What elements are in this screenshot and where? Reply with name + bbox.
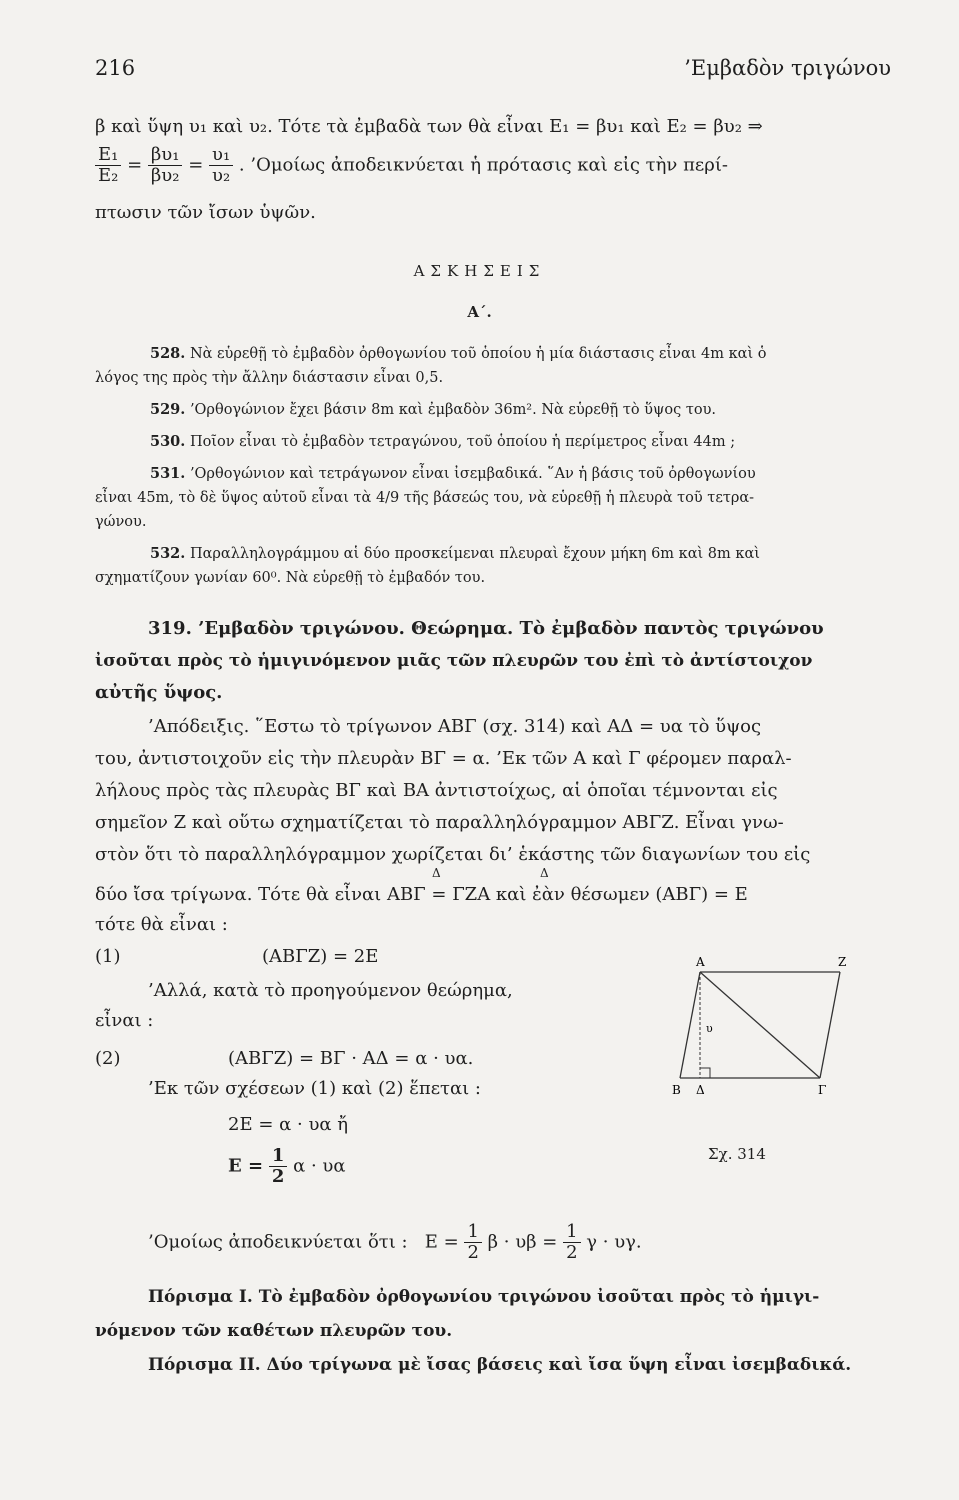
fraction-u1-u2: $\frac{\text{υ₁}}{\text{υ₂}}$: [209, 145, 233, 186]
corollary-1-line-1: Πόρισμα Ι. Τὸ ἐμβαδὸν ὀρθογωνίου τριγώνου ἰσοῦται πρὸς τὸ ἡμιγι-: [148, 1287, 820, 1307]
eq4: Ε = $\frac{1}{2}$ α · υα: [228, 1145, 346, 1187]
label-g: Γ: [818, 1083, 827, 1097]
proof-line-3: λήλους πρὸς τὰς πλευρὰς ΒΓ καὶ ΒΑ ἀντιστοίχως, αἱ ὁποῖαι τέμνονται εἰς: [95, 780, 778, 801]
proof-line-2: του, ἀντιστοιχοῦν εἰς τὴν πλευρὰν ΒΓ = α. ’Εκ τῶν Α καὶ Γ φέρομεν παραλ-: [95, 748, 792, 769]
proof-line-1: ’Απόδειξις. ῞Εστω τὸ τρίγωνον ΑΒΓ (σχ. 314) καὶ ΑΔ = υα τὸ ὕψος: [148, 716, 762, 737]
label-a: Α: [696, 955, 705, 969]
label-b: Β: [672, 1083, 681, 1097]
exercise-532-cont: σχηματίζουν γωνίαν 60⁰. Νὰ εὑρεθῇ τὸ ἐμβαδόν του.: [95, 570, 486, 586]
label-d: Δ: [696, 1083, 705, 1097]
eq2: (ΑΒΓΖ) = ΒΓ · ΑΔ = α · υα.: [228, 1048, 474, 1069]
theorem-line-1: 319. ’Εμβαδὸν τριγώνου. Θεώρημα. Τὸ ἐμβαδὸν παντὸς τριγώνου: [148, 618, 824, 639]
segment-ba: [680, 972, 700, 1078]
proof-line-9: εἶναι :: [95, 1010, 154, 1031]
eq1: (ΑΒΓΖ) = 2Ε: [262, 946, 379, 967]
segment-zg: [820, 972, 840, 1078]
eq5: ’Ομοίως ἀποδεικνύεται ὅτι : Ε = $\frac{1}{2}$ β · υβ = $\frac{1}{2}$ γ · υγ.: [148, 1221, 642, 1263]
proof-line-8: ’Αλλά, κατὰ τὸ προηγούμενον θεώρημα,: [148, 980, 513, 1001]
exercises-heading: ΑΣΚΗΣΕΙΣ: [413, 262, 546, 280]
label-z: Ζ: [838, 955, 847, 969]
eq3: 2Ε = α · υα ἤ: [228, 1114, 349, 1135]
proof-line-4: σημεῖον Ζ καὶ οὕτω σχηματίζεται τὸ παραλληλόγραμμον ΑΒΓΖ. Εἶναι γνω-: [95, 812, 784, 833]
right-angle-mark: [700, 1068, 710, 1078]
label-u: υ: [706, 1022, 713, 1035]
eq2-label: (2): [95, 1048, 121, 1069]
exercise-531-cont-2: γώνου.: [95, 514, 147, 530]
eq1-label: (1): [95, 946, 121, 967]
figure-caption: Σχ. 314: [708, 1145, 766, 1163]
proof-line-5: στὸν ὅτι τὸ παραλληλόγραμμον χωρίζεται δι’ ἑκάστης τῶν διαγωνίων του εἰς: [95, 844, 811, 865]
corollary-1-line-2: νόμενον τῶν καθέτων πλευρῶν του.: [95, 1321, 453, 1341]
proof-line-10: ’Εκ τῶν σχέσεων (1) καὶ (2) ἕπεται :: [148, 1078, 481, 1099]
intro-line-1: β καὶ ὕψη υ₁ καὶ υ₂. Τότε τὰ ἐμβαδὰ των θὰ εἶναι E₁ = βυ₁ καὶ E₂ = βυ₂ ⇒: [95, 116, 763, 137]
page-number: 216: [95, 56, 136, 80]
eq4-fraction: $\frac{1}{2}$: [269, 1146, 288, 1187]
running-title: ’Εμβαδὸν τριγώνου: [684, 56, 891, 80]
theorem-line-3: αὐτῆς ὕψος.: [95, 682, 223, 703]
triangle-mark-1: Δ: [432, 866, 441, 880]
proof-line-7: τότε θὰ εἶναι :: [95, 914, 228, 935]
exercise-531-cont-1: εἶναι 45m, τὸ δὲ ὕψος αὐτοῦ εἶναι τὰ 4/9 τῆς βάσεώς του, νὰ εὑρεθῇ ἡ πλευρὰ τοῦ τετρα-: [95, 490, 755, 506]
exercise-528: 528. Νὰ εὑρεθῇ τὸ ἐμβαδὸν ὀρθογωνίου τοῦ ὁποίου ἡ μία διάστασις εἶναι 4m καὶ ὁ: [150, 345, 767, 362]
intro-line-2: $\frac{\text{E₁}}{\text{E₂}}$ = $\frac{\text{βυ₁}}{\text{βυ₂}}$ = $\frac{\text{υ₁}}{\text{υ₂}}$ . ’Ομοίως ἀποδεικνύεται ἡ πρότασις καὶ εἰς τὴν περί-: [95, 145, 728, 186]
fraction-bu1-bu2: $\frac{\text{βυ₁}}{\text{βυ₂}}$: [148, 145, 183, 186]
exercise-531: 531. ’Ορθογώνιον καὶ τετράγωνον εἶναι ἰσεμβαδικά. ῞Αν ἡ βάσις τοῦ ὀρθογωνίου: [150, 465, 756, 482]
fraction-e1-e2: $\frac{\text{E₁}}{\text{E₂}}$: [95, 145, 121, 186]
segment-ag: [700, 972, 820, 1078]
intro-line-2-text: . ’Ομοίως ἀποδεικνύεται ἡ πρότασις καὶ εἰς τὴν περί-: [238, 154, 728, 176]
theorem-line-2: ἰσοῦται πρὸς τὸ ἡμιγινόμενον μιᾶς τῶν πλευρῶν του ἐπὶ τὸ ἀντίστοιχον: [95, 651, 813, 671]
figure-314: [660, 950, 860, 1100]
exercise-532: 532. Παραλληλογράμμου αἱ δύο προσκείμεναι πλευραὶ ἔχουν μήκη 6m καὶ 8m καὶ: [150, 545, 760, 562]
eq5-fraction-2: $\frac{1}{2}$: [563, 1222, 580, 1263]
exercises-subheading: Α΄.: [467, 303, 492, 321]
proof-line-6: δύο ἴσα τρίγωνα. Τότε θὰ εἶναι ΑΒΓ = ΓΖΑ καὶ ἐὰν θέσωμεν (ΑΒΓ) = Ε: [95, 884, 748, 905]
exercise-529: 529. ’Ορθογώνιον ἔχει βάσιν 8m καὶ ἐμβαδὸν 36m². Νὰ εὑρεθῇ τὸ ὕψος του.: [150, 401, 717, 418]
eq5-fraction-1: $\frac{1}{2}$: [464, 1222, 481, 1263]
exercise-530: 530. Ποῖον εἶναι τὸ ἐμβαδὸν τετραγώνου, τοῦ ὁποίου ἡ περίμετρος εἶναι 44m ;: [150, 433, 736, 450]
triangle-mark-2: Δ: [540, 866, 549, 880]
intro-line-3: πτωσιν τῶν ἴσων ὑψῶν.: [95, 202, 316, 223]
corollary-2: Πόρισμα ΙΙ. Δύο τρίγωνα μὲ ἴσας βάσεις καὶ ἴσα ὕψη εἶναι ἰσεμβαδικά.: [148, 1355, 852, 1375]
exercise-528-cont: λόγος της πρὸς τὴν ἄλλην διάστασιν εἶναι 0,5.: [95, 370, 444, 386]
